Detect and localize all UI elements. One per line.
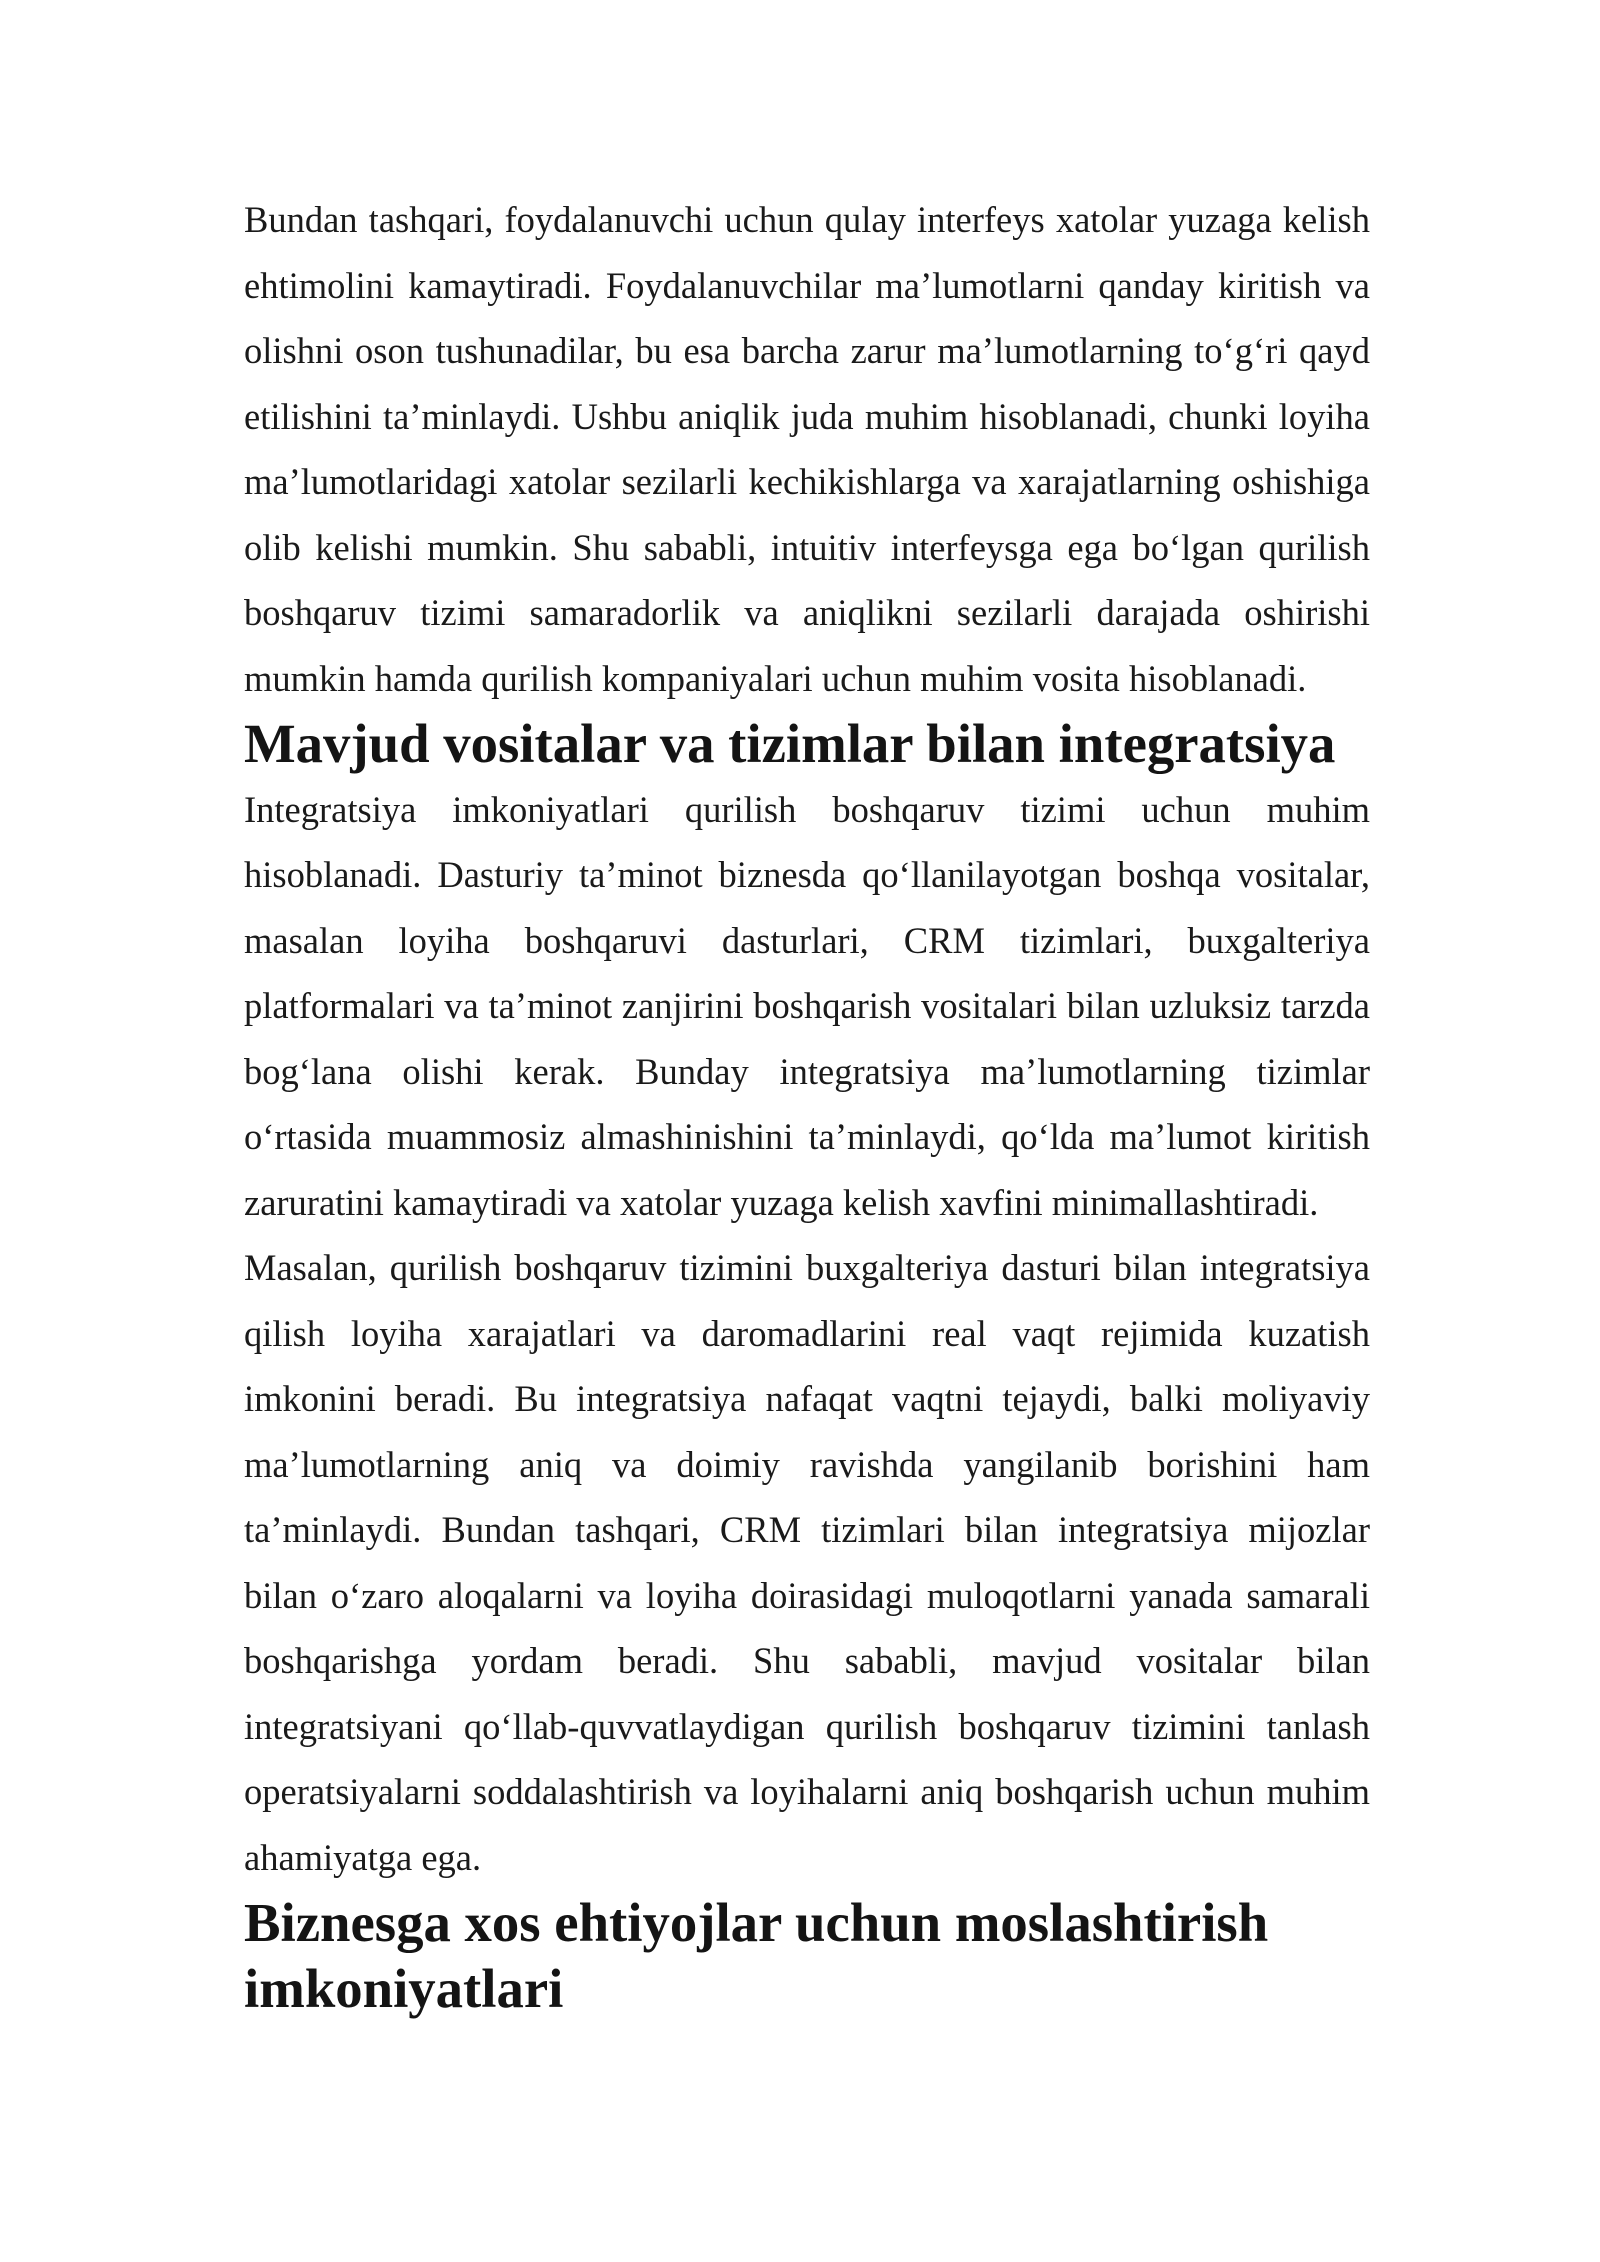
paragraph-integration-capabilities: Integratsiya imkoniyatlari qurilish boshqaruv tizimi uchun muhim hisoblanadi. Dasturiy ta’minot biznesda qo‘llanilayotgan boshqa vositalar, masalan loyiha boshqaruvi dasturlari, CRM tizimlari, buxgalteriya platformalari va ta’minot zanjirini boshqarish vositalari bilan uzluksiz tarzda bog‘lana olishi kerak. Bunday integratsiya ma’lumotlarning tizimlar o‘rtasida muammosiz almashinishini ta’minlaydi, qo‘lda ma’lumot kiritish zaruratini kamaytiradi va xatolar yuzaga kelish xavfini minimallashtiradi. xyxy=(244,788,1370,1223)
heading-integration: Mavjud vositalar va tizimlar bilan integratsiya xyxy=(244,713,1336,774)
document-body xyxy=(244,187,1370,2021)
paragraph-user-interface-benefits: Bundan tashqari, foydalanuvchi uchun qulay interfeys xatolar yuzaga kelish ehtimolini kamaytiradi. Foydalanuvchilar ma’lumotlarni qanday kiritish va olishni oson tushunadilar, bu esa barcha zarur ma’lumotlarning to‘g‘ri qayd etilishini ta’minlaydi. Ushbu aniqlik juda muhim hisoblanadi, chunki loyiha ma’lumotlaridagi xatolar sezilarli kechikishlarga va xarajatlarning oshishiga olib kelishi mumkin. Shu sababli, intuitiv interfeysga ega bo‘lgan qurilish boshqaruv tizimi samaradorlik va aniqlikni sezilarli darajada oshirishi mumkin hamda qurilish kompaniyalari uchun muhim vosita hisoblanadi. xyxy=(244,199,1370,699)
heading-customization: Biznesga xos ehtiyojlar uchun moslashtirish imkoniyatlari xyxy=(244,1892,1269,2019)
paragraph-integration-example: Masalan, qurilish boshqaruv tizimini buxgalteriya dasturi bilan integratsiya qilish loyiha xarajatlari va daromadlarini real vaqt rejimida kuzatish imkonini beradi. Bu integratsiya nafaqat vaqtni tejaydi, balki moliyaviy ma’lumotlarning aniq va doimiy ravishda yangilanib borishini ham ta’minlaydi. Bundan tashqari, CRM tizimlari bilan integratsiya mijozlar bilan o‘zaro aloqalarni va loyiha doirasidagi muloqotlarni yanada samarali boshqarishga yordam beradi. Shu sababli, mavjud vositalar bilan integratsiyani qo‘llab-quvvatlaydigan qurilish boshqaruv tizimini tanlash operatsiyalarni soddalashtirish va loyihalarni aniq boshqarish uchun muhim ahamiyatga ega. xyxy=(244,1247,1370,1878)
